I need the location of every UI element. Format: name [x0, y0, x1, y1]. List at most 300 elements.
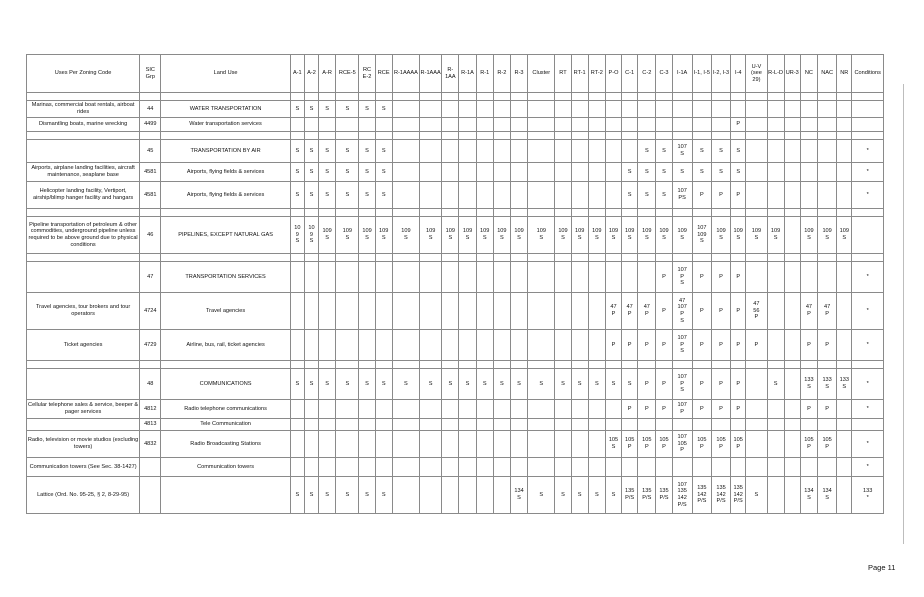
- zone-cell: [746, 101, 767, 118]
- zone-cell: 107 P S: [672, 369, 692, 400]
- zone-cell: [800, 262, 817, 293]
- zone-cell: [336, 132, 359, 140]
- zone-cell: [818, 132, 837, 140]
- zone-cell: [442, 458, 459, 477]
- zone-cell: 109 S: [442, 217, 459, 254]
- zone-cell: [392, 140, 419, 163]
- zone-cell: 109 S: [319, 217, 336, 254]
- zone-cell: [442, 419, 459, 431]
- zone-cell: [555, 140, 571, 163]
- zone-cell: P: [656, 369, 672, 400]
- zone-cell: [359, 458, 375, 477]
- zone-cell: [767, 419, 784, 431]
- zone-cell: [672, 132, 692, 140]
- zone-cell: [588, 330, 605, 361]
- zone-cell: [442, 163, 459, 182]
- zone-cell: [420, 293, 442, 330]
- zone-cell: [555, 400, 571, 419]
- zone-cell: [784, 132, 800, 140]
- zone-cell: [746, 262, 767, 293]
- column-header: RT-1: [571, 55, 588, 93]
- zone-cell: [638, 118, 656, 132]
- zone-cell: [837, 254, 852, 262]
- use-cell: [27, 262, 140, 293]
- zone-cell: [605, 182, 621, 209]
- zone-cell: [588, 254, 605, 262]
- zone-cell: [571, 254, 588, 262]
- zone-cell: [420, 361, 442, 369]
- zone-cell: [784, 118, 800, 132]
- zone-cell: P: [622, 330, 638, 361]
- zone-cell: [304, 361, 318, 369]
- column-header: RT: [555, 55, 571, 93]
- zone-cell: [528, 93, 555, 101]
- zone-cell: [459, 93, 476, 101]
- zone-cell: [290, 132, 304, 140]
- zone-cell: 107 PS: [672, 182, 692, 209]
- zone-cell: [459, 101, 476, 118]
- zone-cell: S: [375, 163, 392, 182]
- zone-cell: [442, 400, 459, 419]
- zone-cell: [510, 93, 527, 101]
- zone-cell: [392, 330, 419, 361]
- zone-cell: [510, 262, 527, 293]
- zone-cell: S: [656, 182, 672, 209]
- zone-cell: 109 S: [493, 217, 510, 254]
- zone-cell: P: [605, 330, 621, 361]
- zone-cell: [588, 140, 605, 163]
- zone-cell: S: [304, 101, 318, 118]
- zone-cell: 105 P: [800, 431, 817, 458]
- zone-cell: 135 P/S: [638, 477, 656, 514]
- zone-cell: [588, 118, 605, 132]
- zone-cell: [510, 182, 527, 209]
- zone-cell: 107 S: [672, 140, 692, 163]
- zone-cell: [571, 400, 588, 419]
- zone-cell: [605, 101, 621, 118]
- zone-cell: 109 S: [818, 217, 837, 254]
- zone-cell: [571, 163, 588, 182]
- zone-cell: [336, 361, 359, 369]
- column-header: A-1: [290, 55, 304, 93]
- zone-cell: [528, 431, 555, 458]
- zone-cell: [784, 209, 800, 217]
- zone-cell: [476, 419, 493, 431]
- zone-cell: [510, 330, 527, 361]
- zone-cell: 105 P: [692, 431, 711, 458]
- zone-cell: 105 P: [638, 431, 656, 458]
- zone-cell: [588, 431, 605, 458]
- zone-cell: [392, 431, 419, 458]
- zone-cell: [375, 254, 392, 262]
- zone-cell: 107 135 142 P/S: [672, 477, 692, 514]
- zone-cell: [493, 477, 510, 514]
- zone-cell: [459, 118, 476, 132]
- zone-cell: [605, 132, 621, 140]
- zone-cell: [555, 458, 571, 477]
- zone-cell: [800, 182, 817, 209]
- zone-cell: [359, 330, 375, 361]
- zone-cell: [784, 419, 800, 431]
- zone-cell: [476, 330, 493, 361]
- zone-cell: 135 142 P/S: [731, 477, 746, 514]
- zone-cell: [442, 361, 459, 369]
- zone-cell: S: [528, 369, 555, 400]
- zone-cell: [852, 132, 884, 140]
- zone-cell: [555, 431, 571, 458]
- zone-cell: [476, 361, 493, 369]
- spacer-row: [27, 209, 884, 217]
- column-header: R-1A: [459, 55, 476, 93]
- zone-cell: [375, 293, 392, 330]
- zone-cell: S: [622, 182, 638, 209]
- zone-cell: [656, 458, 672, 477]
- zone-cell: 109 S: [767, 217, 784, 254]
- zone-cell: S: [528, 477, 555, 514]
- zone-cell: [493, 254, 510, 262]
- zone-cell: [528, 209, 555, 217]
- zone-cell: [571, 293, 588, 330]
- zone-cell: S: [638, 182, 656, 209]
- zone-cell: P: [656, 262, 672, 293]
- column-header: C-1: [622, 55, 638, 93]
- zone-cell: [528, 400, 555, 419]
- zone-cell: [746, 400, 767, 419]
- column-header: R-3: [510, 55, 527, 93]
- zone-cell: [800, 140, 817, 163]
- zone-cell: [375, 361, 392, 369]
- zone-cell: 109 S: [605, 217, 621, 254]
- zone-cell: S: [656, 163, 672, 182]
- zone-cell: [493, 101, 510, 118]
- zone-cell: [290, 209, 304, 217]
- zone-cell: S: [359, 182, 375, 209]
- zone-cell: [818, 361, 837, 369]
- zone-cell: [818, 458, 837, 477]
- zone-cell: [420, 330, 442, 361]
- zone-cell: 135 P/S: [656, 477, 672, 514]
- zone-cell: [767, 140, 784, 163]
- zone-cell: S: [638, 140, 656, 163]
- zone-cell: [672, 419, 692, 431]
- zone-cell: *: [852, 400, 884, 419]
- zone-cell: [290, 431, 304, 458]
- zone-cell: [784, 262, 800, 293]
- zone-cell: [476, 400, 493, 419]
- zone-cell: S: [336, 369, 359, 400]
- zone-cell: S: [336, 140, 359, 163]
- zone-cell: 109 S: [420, 217, 442, 254]
- zone-cell: [605, 140, 621, 163]
- column-header: A-R: [319, 55, 336, 93]
- zone-cell: [319, 93, 336, 101]
- land-use-cell: Communication towers: [161, 458, 290, 477]
- land-use-cell: TRANSPORTATION SERVICES: [161, 262, 290, 293]
- column-header: A-2: [304, 55, 318, 93]
- zone-cell: 10 9 S: [290, 217, 304, 254]
- zone-cell: 47 56 P: [746, 293, 767, 330]
- zone-cell: [510, 132, 527, 140]
- zone-cell: [555, 182, 571, 209]
- use-cell: Ticket agencies: [27, 330, 140, 361]
- zone-cell: P: [818, 330, 837, 361]
- zone-cell: [290, 419, 304, 431]
- zone-cell: [319, 262, 336, 293]
- use-cell: [27, 361, 140, 369]
- zone-cell: 10 9 S: [304, 217, 318, 254]
- zone-cell: 109 S: [459, 217, 476, 254]
- zone-cell: *: [852, 431, 884, 458]
- zone-cell: [588, 101, 605, 118]
- zone-cell: [784, 140, 800, 163]
- zone-cell: [375, 262, 392, 293]
- zone-cell: [746, 419, 767, 431]
- zone-cell: P: [638, 330, 656, 361]
- zoning-table-container: [26, 54, 884, 514]
- zone-cell: [476, 262, 493, 293]
- zone-cell: [837, 262, 852, 293]
- use-cell: Helicopter landing facility, Vertiport, airship/blimp hanger facility and hangars: [27, 182, 140, 209]
- zone-cell: [767, 293, 784, 330]
- zone-cell: [767, 330, 784, 361]
- use-cell: Airports, airplane landing facilities, aircraft maintenance, seaplane base: [27, 163, 140, 182]
- zone-cell: P: [711, 330, 730, 361]
- zone-cell: [837, 458, 852, 477]
- zone-cell: [784, 93, 800, 101]
- column-header: Cluster: [528, 55, 555, 93]
- zone-cell: [784, 369, 800, 400]
- column-header: Uses Per Zoning Code: [27, 55, 140, 93]
- zone-cell: [493, 419, 510, 431]
- zone-cell: 109 S: [656, 217, 672, 254]
- zone-cell: [336, 118, 359, 132]
- zone-cell: [528, 458, 555, 477]
- zone-cell: P: [731, 118, 746, 132]
- zone-cell: [638, 209, 656, 217]
- zone-cell: [622, 458, 638, 477]
- sic-cell: [140, 254, 161, 262]
- zone-cell: [571, 118, 588, 132]
- zone-cell: S: [290, 101, 304, 118]
- zone-cell: 133 *: [852, 477, 884, 514]
- column-header: R-2: [493, 55, 510, 93]
- column-header: U-V (see 29): [746, 55, 767, 93]
- zone-cell: [656, 209, 672, 217]
- zone-cell: 105 P: [711, 431, 730, 458]
- zone-cell: S: [459, 369, 476, 400]
- zone-cell: [336, 93, 359, 101]
- table-row: [27, 118, 884, 132]
- zone-cell: [711, 458, 730, 477]
- zone-cell: [638, 262, 656, 293]
- zone-cell: [442, 254, 459, 262]
- zone-cell: [476, 118, 493, 132]
- zone-cell: [304, 458, 318, 477]
- zone-cell: [319, 118, 336, 132]
- zone-cell: [588, 458, 605, 477]
- use-cell: Cellular telephone sales & service, beeper & pager services: [27, 400, 140, 419]
- zone-cell: [336, 330, 359, 361]
- zone-cell: 134 S: [510, 477, 527, 514]
- zone-cell: 109 S: [622, 217, 638, 254]
- sic-cell: 48: [140, 369, 161, 400]
- zone-cell: [420, 458, 442, 477]
- zone-cell: [459, 209, 476, 217]
- zone-cell: [588, 209, 605, 217]
- zone-cell: [837, 209, 852, 217]
- zone-cell: [290, 458, 304, 477]
- column-header: C-3: [656, 55, 672, 93]
- zone-cell: [528, 163, 555, 182]
- land-use-cell: Radio telephone communications: [161, 400, 290, 419]
- page-number: Page 11: [868, 563, 896, 572]
- use-cell: Marinas, commercial boat rentals, airboat rides: [27, 101, 140, 118]
- zone-cell: [304, 330, 318, 361]
- table-row: [27, 101, 884, 118]
- land-use-cell: TRANSPORTATION BY AIR: [161, 140, 290, 163]
- zone-cell: [304, 132, 318, 140]
- zone-cell: [767, 400, 784, 419]
- zone-cell: [711, 101, 730, 118]
- zone-cell: [392, 163, 419, 182]
- zone-cell: P: [731, 400, 746, 419]
- zone-cell: [528, 293, 555, 330]
- zone-cell: [837, 140, 852, 163]
- zone-cell: 135 P/S: [622, 477, 638, 514]
- zone-cell: 109 S: [392, 217, 419, 254]
- zone-cell: [459, 163, 476, 182]
- zone-cell: [459, 262, 476, 293]
- zone-cell: [442, 262, 459, 293]
- zone-cell: S: [319, 140, 336, 163]
- zone-cell: [510, 293, 527, 330]
- zone-cell: [784, 293, 800, 330]
- zone-cell: [392, 209, 419, 217]
- zone-cell: [493, 458, 510, 477]
- zone-cell: P: [711, 262, 730, 293]
- zone-cell: [555, 262, 571, 293]
- zone-cell: P: [692, 182, 711, 209]
- column-header: R-1: [476, 55, 493, 93]
- zone-cell: [692, 209, 711, 217]
- zone-cell: [852, 118, 884, 132]
- zone-cell: [476, 132, 493, 140]
- zone-cell: [622, 132, 638, 140]
- zone-cell: [392, 477, 419, 514]
- sic-cell: 4729: [140, 330, 161, 361]
- zone-cell: [493, 330, 510, 361]
- zone-cell: [493, 163, 510, 182]
- sic-cell: 4812: [140, 400, 161, 419]
- zone-cell: [375, 118, 392, 132]
- zone-cell: [784, 163, 800, 182]
- zone-cell: [622, 361, 638, 369]
- zone-cell: [493, 132, 510, 140]
- zone-cell: [731, 93, 746, 101]
- zone-cell: [459, 477, 476, 514]
- zone-cell: [818, 209, 837, 217]
- zone-cell: [800, 118, 817, 132]
- zone-cell: [555, 330, 571, 361]
- zone-cell: [375, 431, 392, 458]
- zone-cell: [622, 419, 638, 431]
- zone-cell: [459, 458, 476, 477]
- table-row: [27, 419, 884, 431]
- zone-cell: [392, 262, 419, 293]
- zone-cell: [837, 293, 852, 330]
- zone-cell: [656, 361, 672, 369]
- zone-cell: [852, 419, 884, 431]
- zone-cell: [336, 431, 359, 458]
- zone-cell: S: [392, 369, 419, 400]
- zone-cell: [420, 254, 442, 262]
- zone-cell: 47 P: [605, 293, 621, 330]
- zone-cell: [800, 101, 817, 118]
- zone-cell: *: [852, 369, 884, 400]
- zone-cell: [767, 262, 784, 293]
- use-cell: [27, 369, 140, 400]
- zone-cell: [746, 431, 767, 458]
- zone-cell: [622, 140, 638, 163]
- zone-cell: [571, 182, 588, 209]
- zone-cell: [837, 431, 852, 458]
- zone-cell: [493, 361, 510, 369]
- use-cell: [27, 254, 140, 262]
- zone-cell: 109 S: [336, 217, 359, 254]
- zone-cell: [493, 182, 510, 209]
- zone-cell: S: [692, 163, 711, 182]
- zone-cell: P: [731, 182, 746, 209]
- zone-cell: [818, 118, 837, 132]
- zone-cell: [837, 118, 852, 132]
- zone-cell: 105 P: [818, 431, 837, 458]
- zone-cell: [837, 93, 852, 101]
- zone-cell: *: [852, 163, 884, 182]
- zone-cell: P: [731, 330, 746, 361]
- zone-cell: [476, 140, 493, 163]
- zone-cell: [493, 262, 510, 293]
- zone-cell: [605, 163, 621, 182]
- zone-cell: 109 S: [510, 217, 527, 254]
- column-header: I-4: [731, 55, 746, 93]
- table-row: [27, 477, 884, 514]
- zone-cell: [800, 361, 817, 369]
- land-use-cell: WATER TRANSPORTATION: [161, 101, 290, 118]
- sic-cell: [140, 132, 161, 140]
- zone-cell: [392, 93, 419, 101]
- zone-cell: [420, 400, 442, 419]
- zone-cell: [442, 118, 459, 132]
- zone-cell: S: [692, 140, 711, 163]
- zone-cell: S: [304, 140, 318, 163]
- zone-cell: P: [746, 330, 767, 361]
- zone-cell: *: [852, 458, 884, 477]
- zone-cell: [336, 458, 359, 477]
- zone-cell: [818, 254, 837, 262]
- column-header: UR-3: [784, 55, 800, 93]
- zone-cell: [711, 361, 730, 369]
- zone-cell: [528, 118, 555, 132]
- zone-cell: [442, 101, 459, 118]
- zone-cell: S: [656, 140, 672, 163]
- zone-cell: [290, 330, 304, 361]
- zone-cell: [731, 458, 746, 477]
- zone-cell: [476, 254, 493, 262]
- zone-cell: [638, 254, 656, 262]
- zone-cell: S: [336, 163, 359, 182]
- zone-cell: [319, 254, 336, 262]
- zone-cell: [746, 163, 767, 182]
